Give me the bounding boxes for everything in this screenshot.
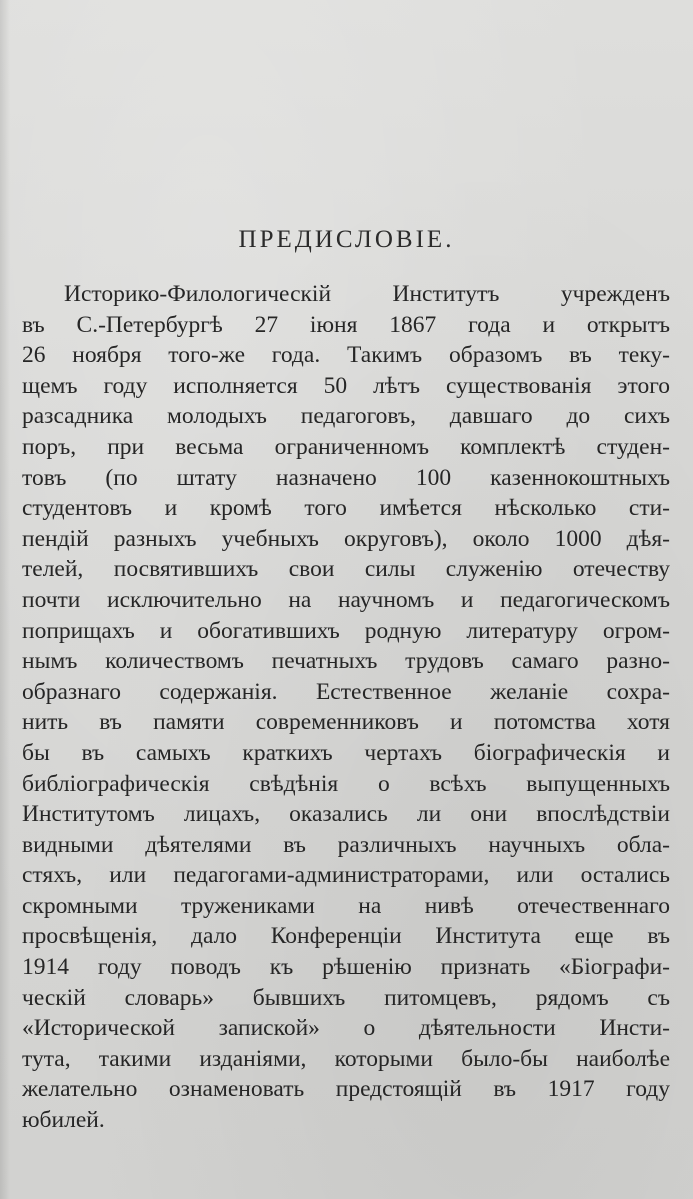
text-line: разсадника молодыхъ педагоговъ, давшаго до сихъ bbox=[22, 403, 670, 430]
preface-body bbox=[22, 279, 670, 1136]
text-line: просвѣщенія, дало Конференціи Института еще въ bbox=[22, 923, 670, 950]
text-line: библіографическія свѣдѣнія о всѣхъ выпущенныхъ bbox=[22, 770, 670, 797]
text-line: 26 ноября того-же года. Такимъ образомъ въ теку- bbox=[22, 342, 670, 369]
text-line: желательно ознаменовать предстоящій въ 1917 году bbox=[22, 1076, 670, 1103]
text-line: «Исторической запиской» о дѣятельности Инсти- bbox=[22, 1015, 670, 1042]
text-line: Институтомъ лицахъ, оказались ли они впослѣдствіи bbox=[22, 801, 670, 828]
text-line: поръ, при весьма ограниченномъ комплектѣ студен- bbox=[22, 433, 670, 460]
text-line: телей, посвятившихъ свои силы служенію отечеству bbox=[22, 556, 670, 583]
text-line: въ С.-Петербургѣ 27 іюня 1867 года и открытъ bbox=[22, 311, 670, 338]
text-line: товъ (по штату назначено 100 казеннокоштныхъ bbox=[22, 464, 670, 491]
text-line: нымъ количествомъ печатныхъ трудовъ самаго разно- bbox=[22, 648, 670, 675]
text-line: поприщахъ и обогатившихъ родную литературу огром- bbox=[22, 617, 670, 644]
text-line: бы въ самыхъ краткихъ чертахъ біографическія и bbox=[22, 739, 670, 766]
text-line: скромными тружениками на нивѣ отечественнаго bbox=[22, 892, 670, 919]
text-line: студентовъ и кромѣ того имѣется нѣсколько сти- bbox=[22, 495, 670, 522]
text-line: нить въ памяти современниковъ и потомства хотя bbox=[22, 709, 670, 736]
text-line: почти исключительно на научномъ и педагогическомъ bbox=[22, 586, 670, 613]
text-line: Историко-Филологическій Институтъ учрежденъ bbox=[64, 281, 670, 307]
text-line: стяхъ, или педагогами-администраторами, или остались bbox=[22, 862, 670, 889]
text-line: юбилей. bbox=[22, 1107, 105, 1134]
text-line: 1914 году поводъ къ рѣшенію признать «Біографи- bbox=[22, 954, 670, 981]
text-line: видными дѣятелями въ различныхъ научныхъ обла- bbox=[22, 831, 670, 858]
text-line: пендій разныхъ учебныхъ округовъ), около 1000 дѣя- bbox=[22, 525, 670, 552]
text-line: тута, такими изданіями, которыми было-бы наиболѣе bbox=[22, 1045, 670, 1072]
page-title: ПРЕДИСЛОВІЕ. bbox=[238, 226, 455, 253]
text-line: образнаго содержанія. Естественное желаніе сохра- bbox=[22, 678, 670, 705]
text-line: щемъ году исполняется 50 лѣтъ существованія этого bbox=[22, 372, 670, 399]
text-line: ческій словарь» бывшихъ питомцевъ, рядомъ съ bbox=[22, 984, 670, 1011]
